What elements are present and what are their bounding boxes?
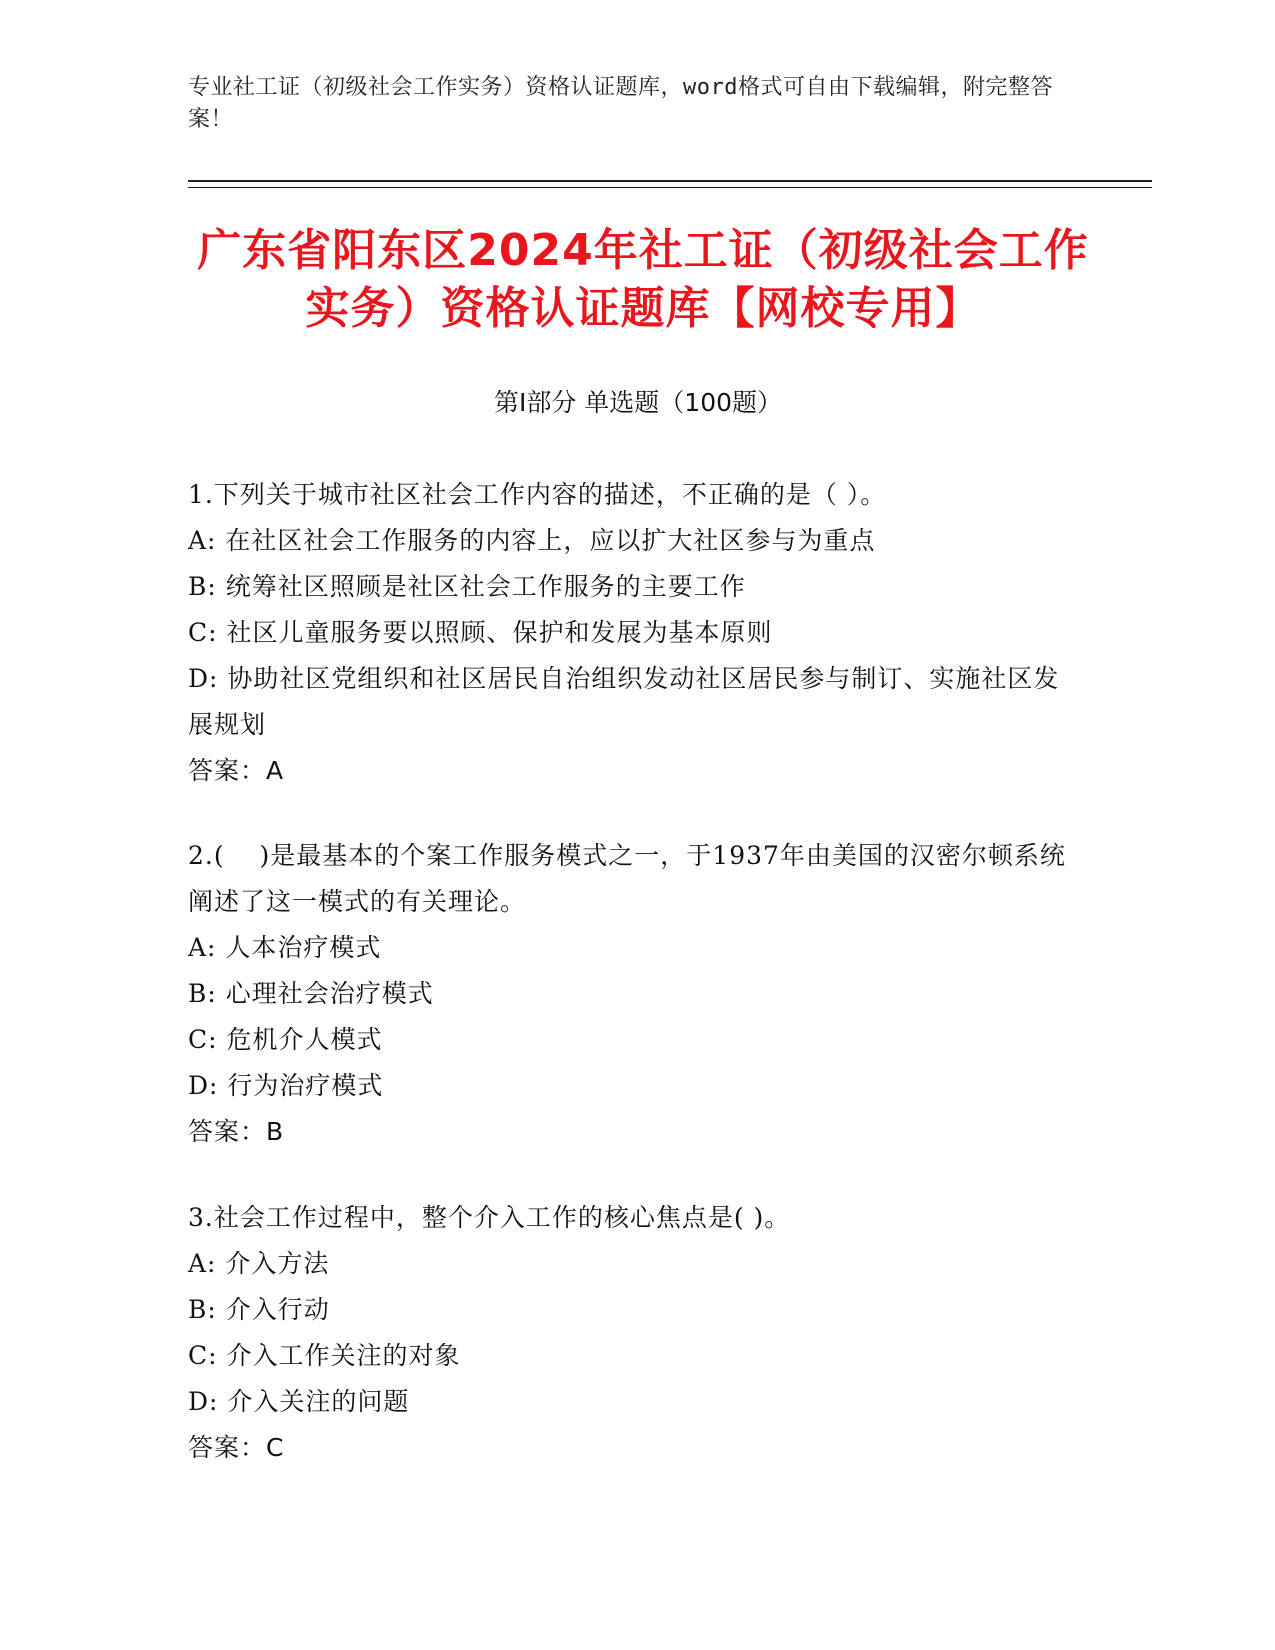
question-stem: 2.( )是最基本的个案工作服务模式之一，于1937年由美国的汉密尔顿系统阐述了这一模式的有关理论。 — [188, 841, 1066, 916]
option-d: D: 协助社区党组织和社区居民自治组织发动社区居民参与制订、实施社区发展规划 — [188, 664, 1060, 739]
question-stem: 1.下列关于城市社区社会工作内容的描述，不正确的是（ ）。 — [188, 480, 887, 509]
document-title: 广东省阳东区2024年社工证（初级社会工作实务）资格认证题库【网校专用】 — [197, 225, 1089, 334]
answer: 答案：B — [188, 1117, 285, 1146]
header-note: 专业社工证（初级社会工作实务）资格认证题库，word格式可自由下载编辑，附完整答案！ — [188, 75, 1053, 132]
question-block-2 — [188, 833, 1068, 1155]
header-divider-thick — [188, 180, 1152, 182]
option-a: A: 人本治疗模式 — [188, 933, 382, 962]
option-a: A: 介入方法 — [188, 1249, 330, 1278]
option-c: C: 社区儿童服务要以照顾、保护和发展为基本原则 — [188, 618, 773, 647]
question-block-3 — [188, 1195, 1068, 1471]
option-b: B: 介入行动 — [188, 1295, 330, 1324]
option-a: A: 在社区社会工作服务的内容上，应以扩大社区参与为重点 — [188, 526, 876, 555]
option-b: B: 统筹社区照顾是社区社会工作服务的主要工作 — [188, 572, 746, 601]
option-b: B: 心理社会治疗模式 — [188, 979, 434, 1008]
option-d: D: 行为治疗模式 — [188, 1071, 384, 1100]
question-block-1 — [188, 472, 1068, 794]
question-stem: 3.社会工作过程中，整个介入工作的核心焦点是( )。 — [188, 1203, 791, 1232]
answer: 答案：A — [188, 756, 285, 785]
section-title: 第Ⅰ部分 单选题（100题） — [493, 388, 783, 417]
answer: 答案：C — [188, 1433, 285, 1462]
header-divider-thin — [188, 187, 1152, 188]
option-c: C: 危机介人模式 — [188, 1025, 383, 1054]
option-d: D: 介入关注的问题 — [188, 1387, 410, 1416]
option-c: C: 介入工作关注的对象 — [188, 1341, 461, 1370]
